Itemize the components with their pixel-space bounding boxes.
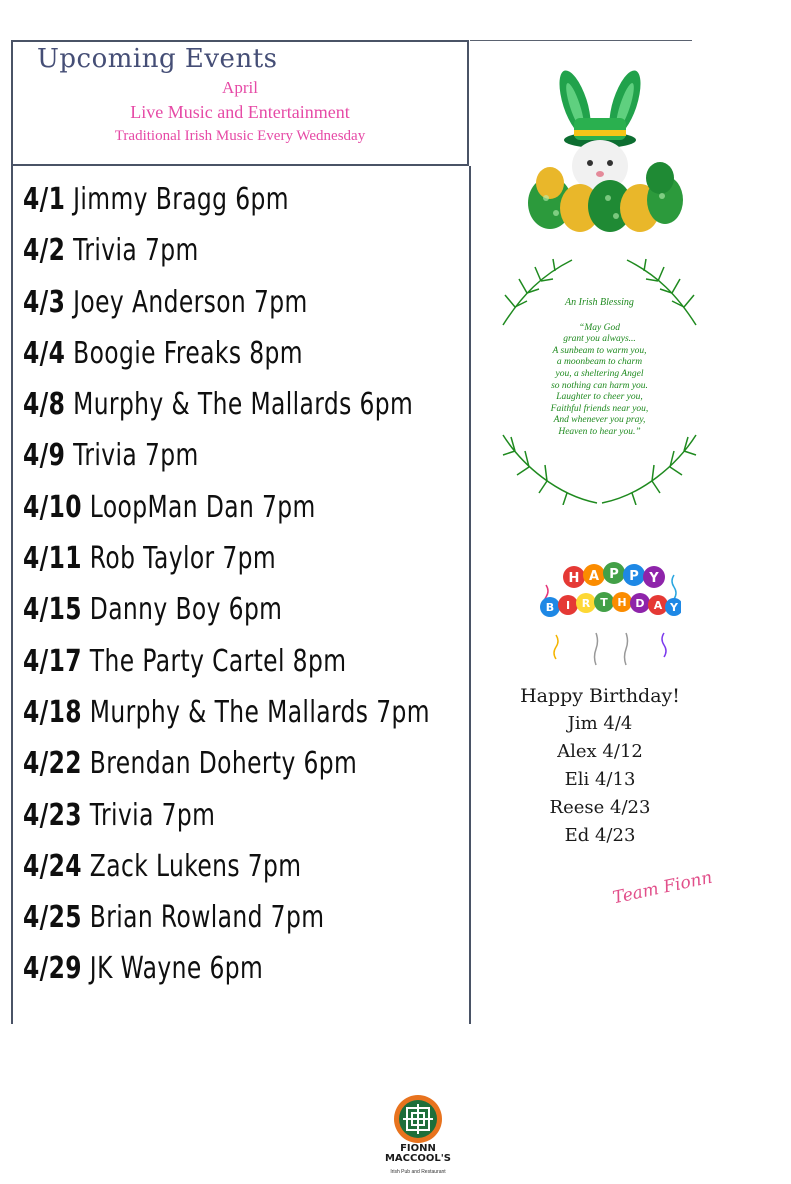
birthday-name: Alex 4/12 [557,741,643,762]
blessing-line: a moonbeam to charm [556,357,643,368]
event-description: Brian Rowland 7pm [89,900,325,936]
event-description: Trivia 7pm [89,797,216,833]
event-date: 4/24 [23,848,82,884]
balloon-letter: R [581,597,591,610]
event-item [23,229,430,280]
event-date: 4/18 [23,694,82,730]
event-description: Trivia 7pm [73,233,199,269]
event-item [23,486,430,537]
balloon-letter: P [609,567,619,582]
subtitle: Live Music and Entertainment [130,102,350,122]
blessing-line: you, a sheltering Angel [555,368,644,379]
blessing-line: Faithful friends near you, [550,403,649,414]
event-date: 4/10 [23,489,82,525]
event-item [23,640,430,691]
events-header [11,40,469,166]
celtic-knot-icon [393,1094,443,1144]
event-description: Zack Lukens 7pm [89,848,302,884]
blessing-line: “May God [579,322,620,333]
event-item [23,896,430,947]
event-description: Danny Boy 6pm [89,592,283,628]
event-date: 4/22 [23,746,82,782]
birthday-name: Ed 4/23 [564,825,636,846]
event-date: 4/15 [23,592,82,628]
event-description: Joey Anderson 7pm [73,284,308,320]
event-description: JK Wayne 6pm [89,951,264,987]
blessing-text [497,297,702,439]
event-date: 4/1 [23,182,66,217]
event-description: Brendan Doherty 6pm [89,746,358,782]
balloon-letter: A [653,599,663,612]
blessing-line: A sunbeam to warm you, [552,345,647,356]
blessing-line: Laughter to cheer you, [556,392,643,403]
event-item [23,845,430,896]
event-description: Murphy & The Mallards 6pm [73,387,414,423]
birthday-name: Reese 4/23 [549,797,651,818]
event-item [23,383,430,434]
event-description: Boogie Freaks 8pm [73,335,303,371]
birthday-title: Happy Birthday! [520,685,680,707]
tagline: Traditional Irish Music Every Wednesday [114,128,366,144]
event-description: The Party Cartel 8pm [89,643,347,679]
balloon-letter: B [545,601,555,614]
event-date: 4/4 [23,335,66,371]
event-item [23,281,430,332]
balloon-letter: D [635,597,645,610]
logo-tagline: Irish Pub and Restaurant [390,1169,446,1175]
month-label: April [222,78,258,97]
irish-blessing [497,255,702,505]
blessing-line: And whenever you pray, [553,415,646,426]
event-date: 4/25 [23,900,82,936]
birthday-name: Eli 4/13 [564,769,636,790]
event-date: 4/8 [23,387,66,423]
event-date: 4/29 [23,951,82,987]
event-item [23,178,430,229]
balloon-letter: A [588,569,600,584]
balloon-letter: Y [649,571,659,586]
event-item [23,794,430,845]
event-date: 4/2 [23,233,66,269]
balloon-letter: I [565,599,571,612]
event-description: Jimmy Bragg 6pm [73,182,289,217]
page-title: Upcoming Events [37,44,278,74]
birthday-names [500,710,700,850]
top-divider [470,40,692,41]
blessing-line: so nothing can harm you. [551,380,648,391]
birthday-name: Jim 4/4 [567,713,633,734]
event-description: Rob Taylor 7pm [89,541,277,577]
event-description: Murphy & The Mallards 7pm [89,694,430,730]
event-item [23,691,430,742]
event-item [23,588,430,639]
event-date: 4/3 [23,284,66,320]
event-description: Trivia 7pm [73,438,199,474]
blessing-line: grant you always... [563,334,636,345]
event-date: 4/11 [23,541,82,577]
easter-bunny-image [510,68,690,238]
event-description: LoopMan Dan 7pm [89,489,316,525]
event-item [23,742,430,793]
balloon-letter: H [617,596,627,609]
event-list [23,178,545,999]
event-date: 4/9 [23,438,66,474]
event-item [23,434,430,485]
event-item [23,537,430,588]
team-signature: Team Fionn [611,867,715,909]
balloon-letter: Y [670,601,678,614]
logo-name: FIONN MACCOOL'S [384,1143,451,1164]
event-date: 4/23 [23,797,82,833]
fionn-maccools-logo [383,1094,453,1184]
balloon-letter: H [568,571,580,586]
balloon-letter: T [600,596,608,609]
event-item [23,332,430,383]
blessing-line: Heaven to hear you.” [558,426,641,437]
event-date: 4/17 [23,643,82,679]
event-list-panel [11,166,471,1175]
birthday-balloons-image [536,555,681,670]
blessing-title: An Irish Blessing [565,297,634,308]
birthday-list [500,682,700,850]
balloon-letter: P [629,569,639,584]
event-item [23,947,430,998]
